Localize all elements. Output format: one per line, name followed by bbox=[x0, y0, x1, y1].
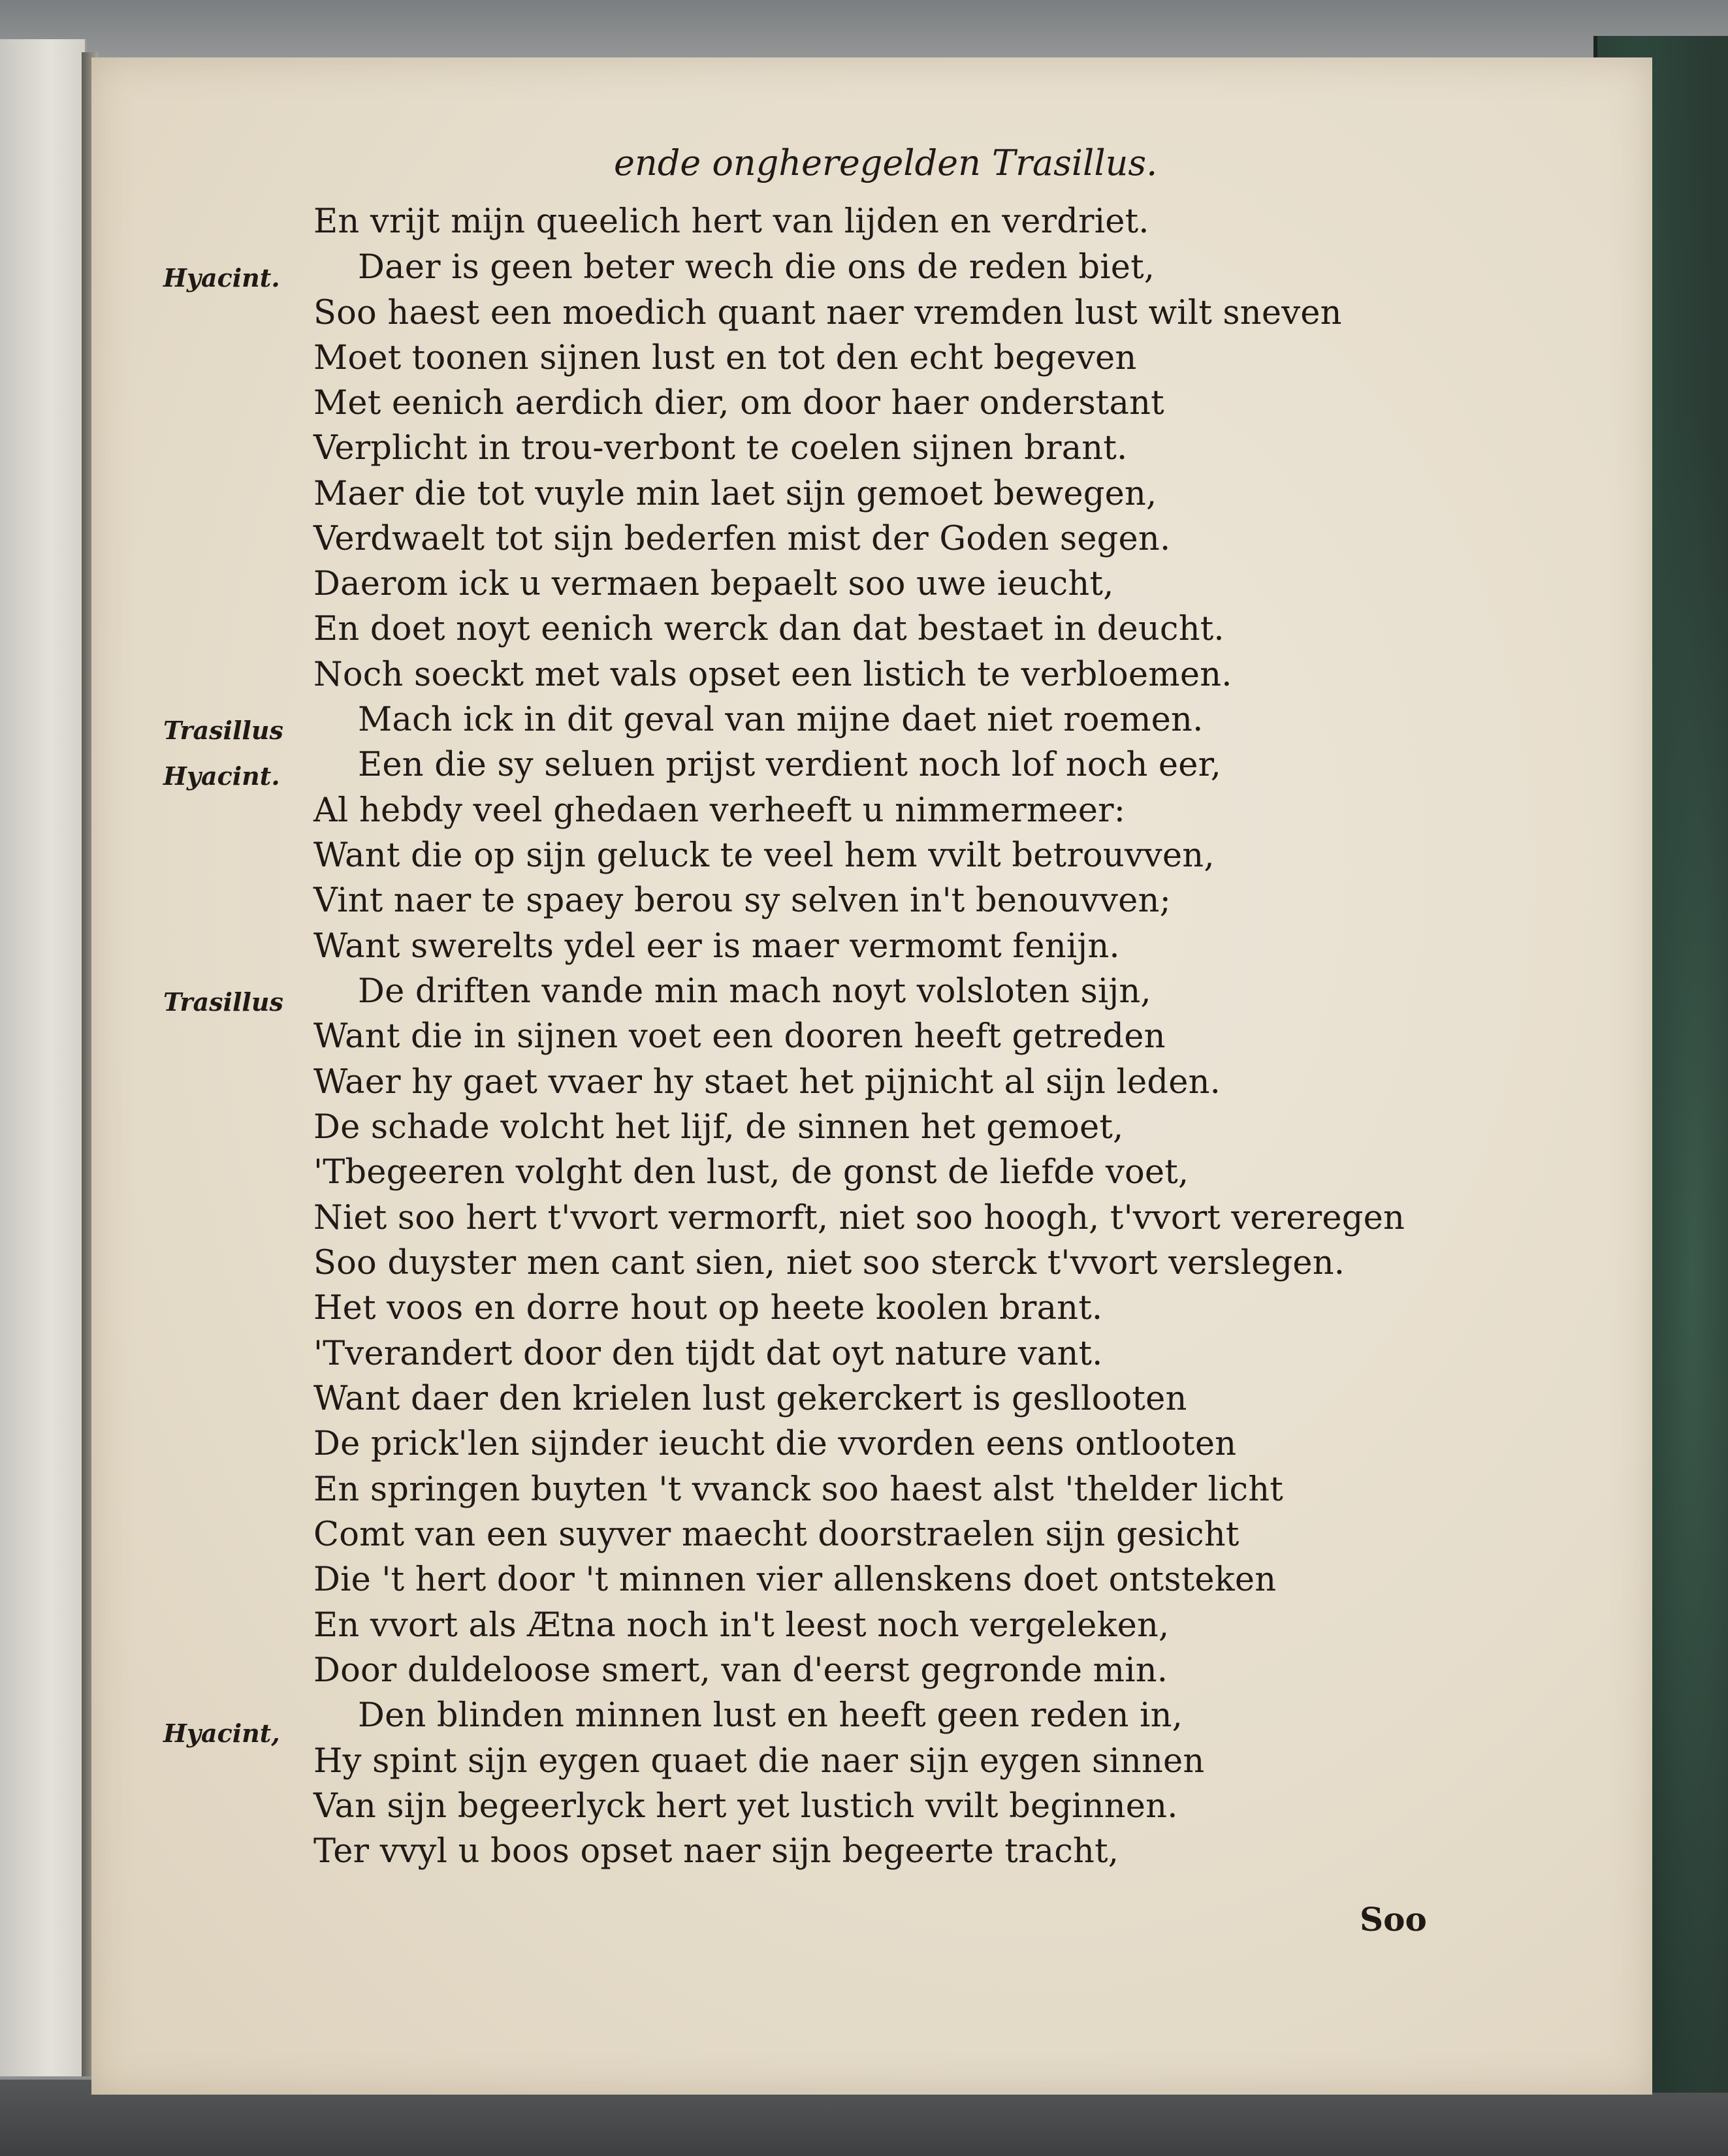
verse-line: Al hebdy veel ghedaen verheeft u nimmermeer: bbox=[313, 791, 1126, 830]
verse-line: De schade volcht het lijf, de sinnen het gemoet, bbox=[313, 1108, 1124, 1147]
verse-line: Den blinden minnen lust en heeft geen reden in, bbox=[358, 1696, 1183, 1735]
verse-line: Soo haest een moedich quant naer vremden lust wilt sneven bbox=[313, 294, 1342, 332]
verse-line: Waer hy gaet vvaer hy staet het pijnicht al sijn leden. bbox=[313, 1063, 1221, 1102]
verse-line: En doet noyt eenich werck dan dat bestaet in deucht. bbox=[313, 610, 1224, 648]
verse-line: Mach ick in dit geval van mijne daet niet roemen. bbox=[358, 701, 1204, 739]
verse-line: Want die op sijn geluck te veel hem vvilt betrouvven, bbox=[313, 836, 1215, 875]
verse-line: Daerom ick u vermaen bepaelt soo uwe ieucht, bbox=[313, 565, 1114, 603]
verse-line: De prick'len sijnder ieucht die vvorden eens ontlooten bbox=[313, 1425, 1237, 1463]
verse-line: Die 't hert door 't minnen vier allenskens doet ontsteken bbox=[313, 1561, 1277, 1599]
verse-line: Want daer den krielen lust gekerckert is gesllooten bbox=[313, 1380, 1187, 1418]
verse-line: Door duldeloose smert, van d'eerst gegronde min. bbox=[313, 1651, 1168, 1690]
verse-line: Want die in sijnen voet een dooren heeft getreden bbox=[313, 1017, 1166, 1056]
verse-line: Soo duyster men cant sien, niet soo sterck t'vvort verslegen. bbox=[313, 1244, 1345, 1282]
verse-line: Een die sy seluen prijst verdient noch lof noch eer, bbox=[358, 746, 1222, 784]
speaker-label: Trasillus bbox=[163, 716, 283, 745]
verse-line: Want swerelts ydel eer is maer vermomt fenijn. bbox=[313, 927, 1120, 966]
verse-line: Hy spint sijn eygen quaet die naer sijn eygen sinnen bbox=[313, 1742, 1205, 1781]
verse-line: Ter vvyl u boos opset naer sijn begeerte tracht, bbox=[313, 1832, 1119, 1871]
verse-line: En vrijt mijn queelich hert van lijden en verdriet. bbox=[313, 202, 1149, 241]
facing-page-edge bbox=[0, 39, 87, 2076]
verse-line: Niet soo hert t'vvort vermorft, niet soo hoogh, t'vvort vereregen bbox=[313, 1199, 1405, 1237]
verse-line: En springen buyten 't vvanck soo haest alst 'thelder licht bbox=[313, 1470, 1283, 1509]
verse-line: 'Tverandert door den tijdt dat oyt nature vant. bbox=[313, 1335, 1103, 1373]
speaker-label: Hyacint. bbox=[163, 263, 280, 293]
verse-line: 'Tbegeeren volght den lust, de gonst de liefde voet, bbox=[313, 1153, 1189, 1192]
verse-line: Noch soeckt met vals opset een listich te verbloemen. bbox=[313, 656, 1232, 694]
verse-line: Vint naer te spaey berou sy selven in't benouvven; bbox=[313, 881, 1171, 920]
verse-line: Moet toonen sijnen lust en tot den echt begeven bbox=[313, 339, 1137, 377]
verse-line: Het voos en dorre hout op heete koolen brant. bbox=[313, 1289, 1103, 1327]
verse-line: Met eenich aerdich dier, om door haer onderstant bbox=[313, 384, 1164, 422]
catchword: Soo bbox=[1360, 1900, 1427, 1939]
running-head: ende ongheregelden Trasillus. bbox=[614, 142, 1158, 183]
verse-line: Van sijn begeerlyck hert yet lustich vvilt beginnen. bbox=[313, 1787, 1178, 1826]
verse-line: Comt van een suyver maecht doorstraelen sijn gesicht bbox=[313, 1515, 1240, 1554]
verse-line: En vvort als Ætna noch in't leest noch vergeleken, bbox=[313, 1606, 1170, 1645]
verse-line: Daer is geen beter wech die ons de reden biet, bbox=[358, 248, 1155, 287]
speaker-label: Hyacint. bbox=[163, 761, 280, 791]
verse-line: Maer die tot vuyle min laet sijn gemoet bewegen, bbox=[313, 475, 1157, 513]
speaker-label: Hyacint, bbox=[163, 1719, 280, 1748]
speaker-label: Trasillus bbox=[163, 987, 283, 1017]
verse-line: De driften vande min mach noyt volsloten sijn, bbox=[358, 972, 1151, 1011]
verse-line: Verdwaelt tot sijn bederfen mist der Goden segen. bbox=[313, 520, 1171, 558]
verse-line: Verplicht in trou-verbont te coelen sijnen brant. bbox=[313, 429, 1128, 468]
